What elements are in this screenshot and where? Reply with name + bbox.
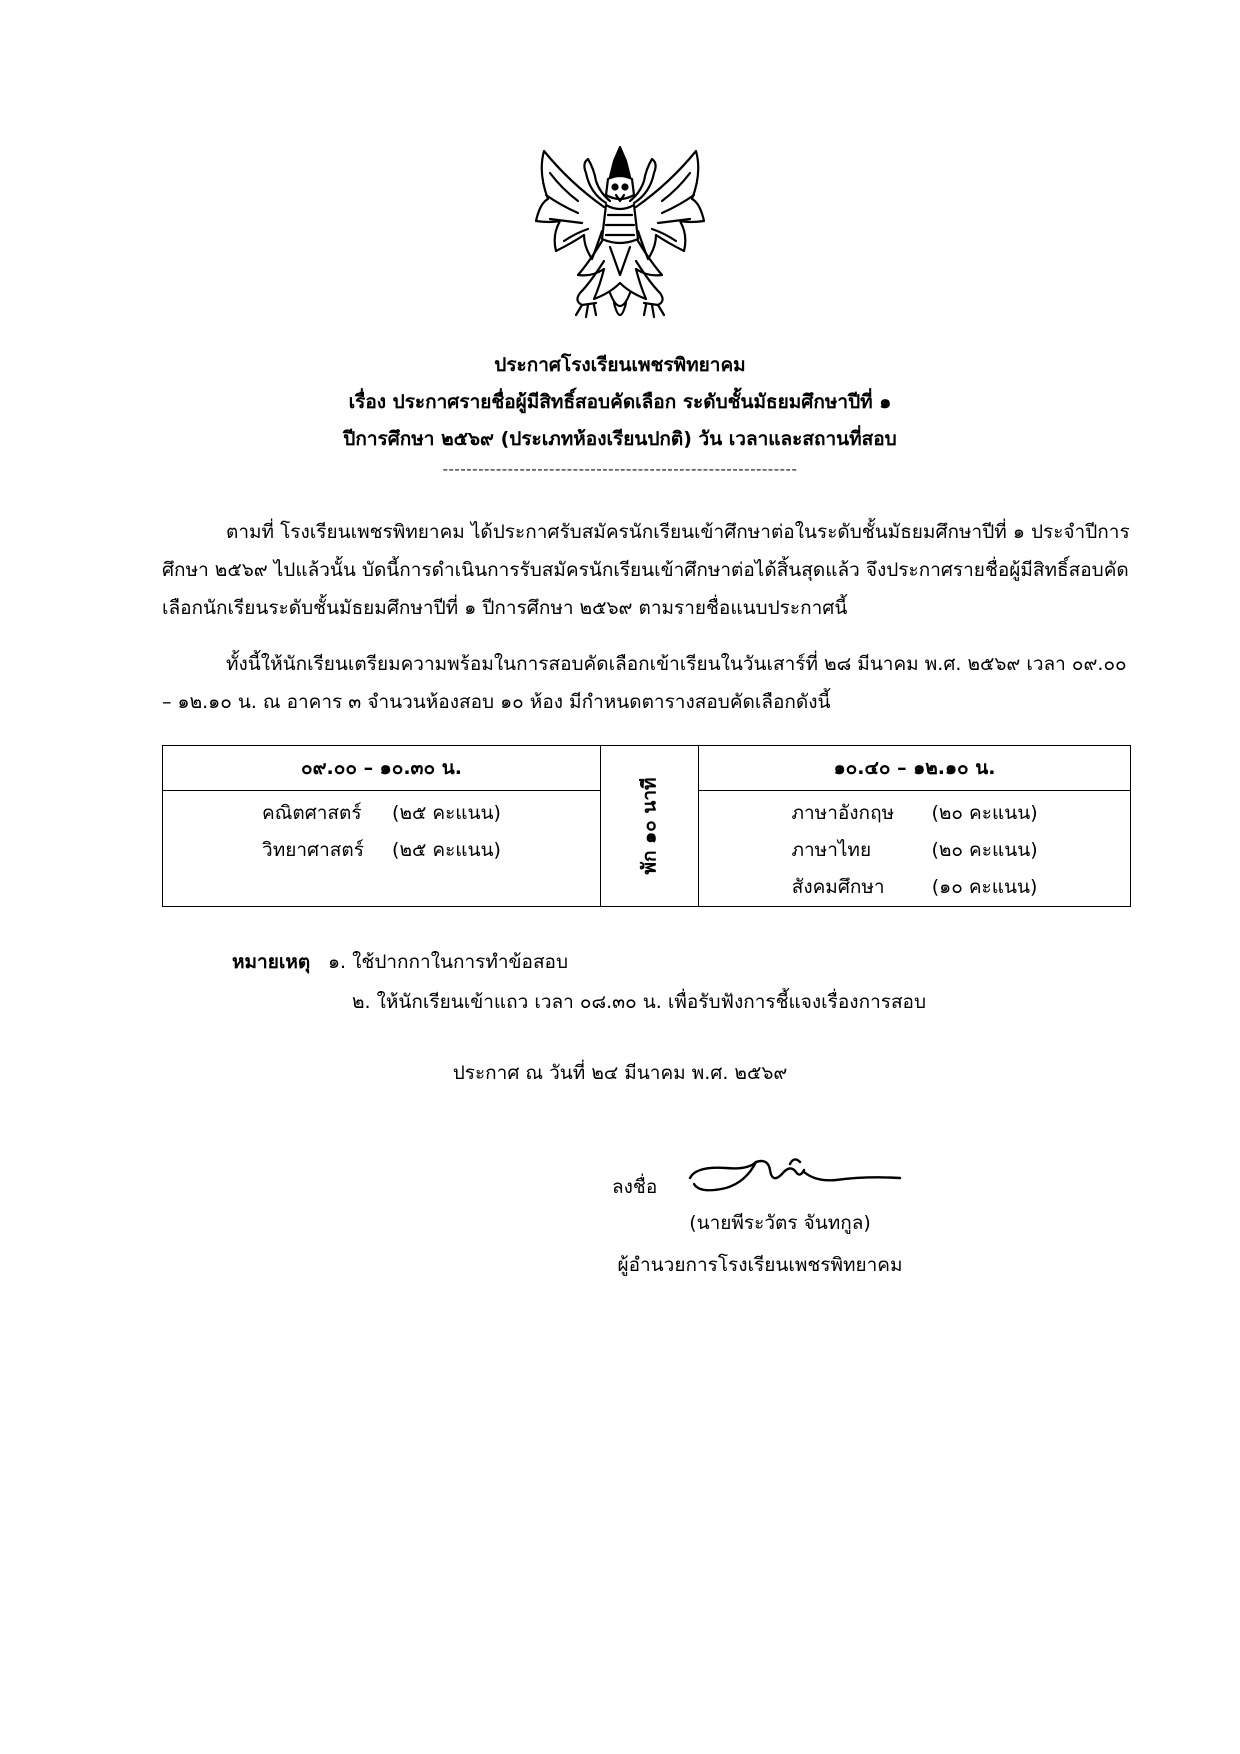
subject-score: (๒๐ คะแนน) (931, 802, 1038, 824)
separator-line: ------------------------------------------------------------ (442, 460, 798, 478)
announcement-date: ประกาศ ณ วันที่ ๒๔ มีนาคม พ.ศ. ๒๕๖๙ (452, 1062, 788, 1084)
sign-label: ลงชื่อ (612, 1176, 658, 1198)
paragraph-intro-text: ตามที่ โรงเรียนเพชรพิทยาคม ได้ประกาศรับสมัครนักเรียนเข้าศึกษาต่อในระดับชั้นมัธยมศึกษาปีที่ ๑ ประจำปีการศึกษา ๒๕๖๙ ไปแล้วนั้น บัดนี้การดำเนินการรับสมัครนักเรียนเข้าศึกษาต่อได้สิ้นสุดแล้ว จึงประกาศรายชื่อผู้มีสิทธิ์สอบคัดเลือกนักเรียนระดับชั้นมัธยมศึกษาปีที่ ๑ ปีการศึกษา ๒๕๖๙ ตามรายชื่อแนบประกาศนี้ (162, 521, 1130, 619)
subject-score: (๒๕ คะแนน) (392, 802, 501, 824)
subject-score: (๒๐ คะแนน) (931, 839, 1038, 861)
session2-time-header: ๑๐.๔๐ – ๑๒.๑๐ น. (699, 746, 1131, 791)
subject-score: (๑๐ คะแนน) (931, 876, 1038, 898)
subject-name: ภาษาไทย (791, 839, 872, 861)
subject-row (163, 795, 600, 832)
garuda-emblem-icon (530, 143, 710, 331)
subject-row (699, 832, 1130, 869)
break-cell (601, 746, 699, 907)
break-label: พัก ๑๐ นาที (638, 777, 661, 875)
paragraph-intro (162, 513, 1142, 627)
subject-name: คณิตศาสตร์ (262, 802, 362, 824)
note-row-1 (232, 942, 926, 982)
subject-row (699, 869, 1130, 906)
announcement-title: ประกาศโรงเรียนเพชรพิทยาคม (494, 354, 746, 376)
subject-row (699, 795, 1130, 832)
announcement-subject-line2: ปีการศึกษา ๒๕๖๙ (ประเภทห้องเรียนปกติ) วัน เวลาและสถานที่สอบ (343, 428, 897, 450)
paragraph-exam-details (162, 645, 1142, 721)
note-item-1: ๑. ใช้ปากกาในการทำข้อสอบ (328, 951, 569, 973)
announcement-subject: เรื่อง ประกาศรายชื่อผู้มีสิทธิ์สอบคัดเลือก ระดับชั้นมัธยมศึกษาปีที่ ๑ (348, 391, 892, 413)
note-item-2: ๒. ให้นักเรียนเข้าแถว เวลา ๐๘.๓๐ น. เพื่อรับฟังการชี้แจงเรื่องการสอบ (352, 991, 927, 1013)
subject-name: ภาษาอังกฤษ (791, 802, 895, 824)
signer-position: ผู้อำนวยการโรงเรียนเพชรพิทยาคม (617, 1254, 903, 1276)
subject-name: สังคมศึกษา (791, 876, 885, 898)
signer-name: (นายพีระวัตร จันทกูล) (689, 1212, 871, 1234)
exam-schedule-table (162, 745, 1131, 907)
handwritten-signature-icon (686, 1148, 906, 1208)
notes-section (232, 942, 926, 1022)
subject-name: วิทยาศาสตร์ (262, 839, 364, 861)
session1-subjects (163, 791, 601, 907)
session1-time-header: ๐๙.๐๐ – ๑๐.๓๐ น. (163, 746, 601, 791)
notes-label: หมายเหตุ (232, 951, 311, 973)
session2-subjects (699, 791, 1131, 907)
subject-row (163, 832, 600, 869)
subject-score: (๒๕ คะแนน) (392, 839, 501, 861)
paragraph-exam-details-text: ทั้งนี้ให้นักเรียนเตรียมความพร้อมในการสอบคัดเลือกเข้าเรียนในวันเสาร์ที่ ๒๘ มีนาคม พ.ศ. ๒๕๖๙ เวลา ๐๙.๐๐ – ๑๒.๑๐ น. ณ อาคาร ๓ จำนวนห้องสอบ ๑๐ ห้อง มีกำหนดตารางสอบคัดเลือกดังนี้ (162, 653, 1127, 713)
